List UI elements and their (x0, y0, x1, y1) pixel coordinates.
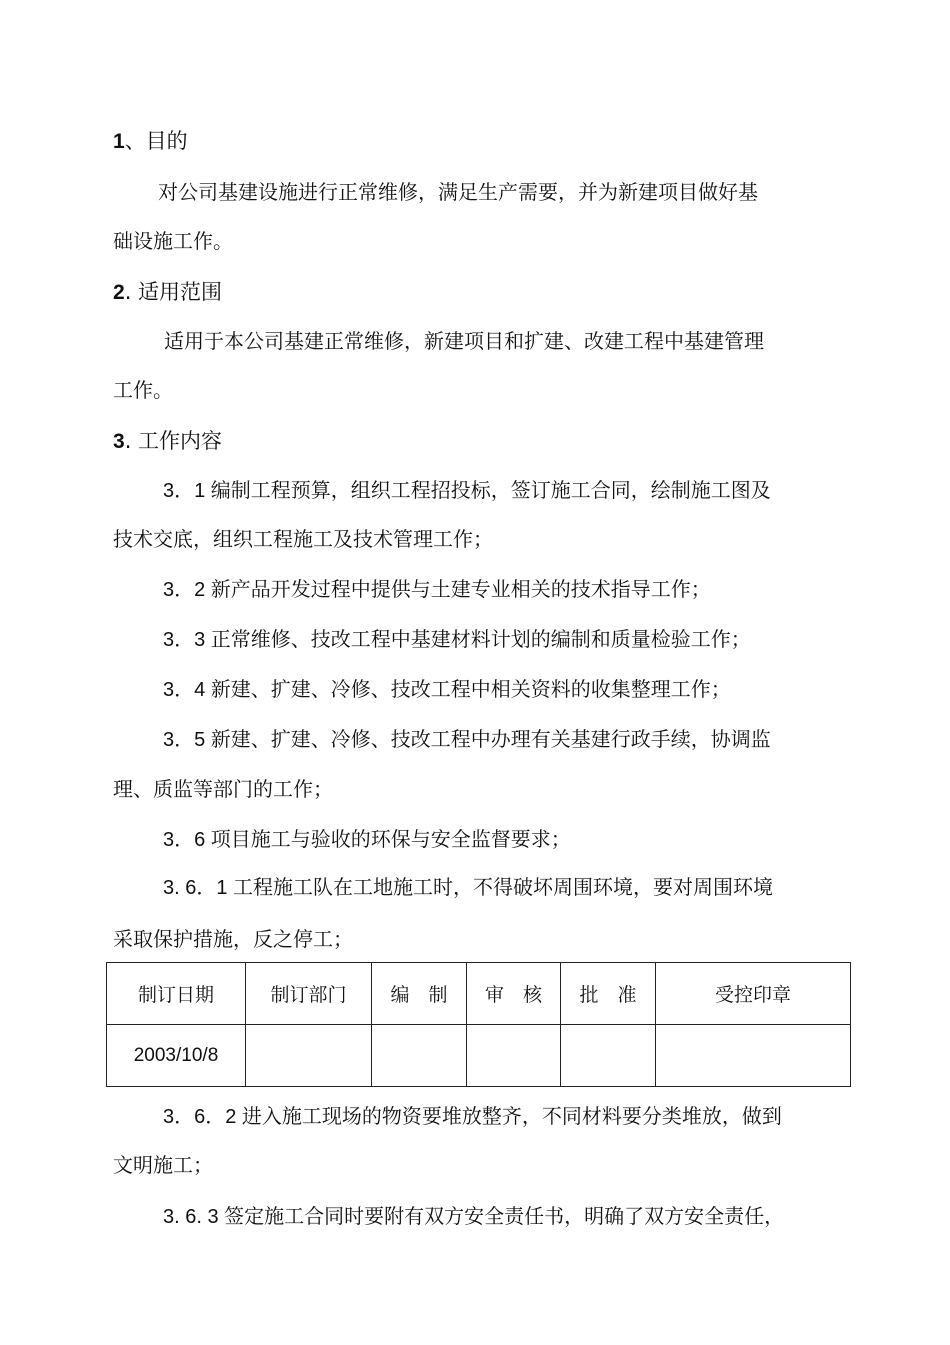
item-3-5-line-2: 理、质监等部门的工作； (113, 777, 333, 801)
item-3-5-line-1: 3．5 新建、扩建、冷修、技改工程中办理有关基建行政手续，协调监 (163, 729, 771, 751)
section-3-title: . 工作内容 (124, 429, 223, 453)
section-2-paragraph-line-2: 工作。 (113, 378, 173, 402)
value-reviewed-by (467, 1025, 561, 1087)
item-3-6-1-line-2: 采取保护措施，反之停工； (113, 927, 353, 951)
item-3-2: 3．2 新产品开发过程中提供与土建专业相关的技术指导工作； (163, 579, 711, 601)
document-control-table (106, 962, 851, 1087)
section-1-title: 、目的 (124, 129, 188, 153)
value-approved-by (561, 1025, 656, 1087)
header-revision-department: 制订部门 (246, 963, 372, 1025)
section-3-number: 3 (113, 430, 125, 453)
section-2-title: . 适用范围 (124, 280, 223, 304)
item-3-6-2-line-1: 3．6．2 进入施工现场的物资要堆放整齐，不同材料要分类堆放，做到 (163, 1106, 782, 1128)
header-revision-date: 制订日期 (107, 963, 246, 1025)
header-prepared-by: 编 制 (372, 963, 467, 1025)
section-1-number: 1 (113, 130, 125, 153)
header-reviewed-by: 审 核 (467, 963, 561, 1025)
item-3-6-2-line-2: 文明施工； (113, 1153, 213, 1177)
item-3-3: 3．3 正常维修、技改工程中基建材料计划的编制和质量检验工作； (163, 629, 751, 651)
item-3-6-3-line-1: 3. 6. 3 签定施工合同时要附有双方安全责任书，明确了双方安全责任， (163, 1206, 785, 1228)
item-3-6: 3．6 项目施工与验收的环保与安全监督要求； (163, 829, 571, 851)
item-3-6-1-line-1: 3. 6．1 工程施工队在工地施工时，不得破坏周围环境，要对周围环境 (163, 877, 774, 899)
value-prepared-by (372, 1025, 467, 1087)
control-table-header-row (107, 963, 851, 1025)
control-table-value-row (107, 1025, 851, 1087)
header-approved-by: 批 准 (561, 963, 656, 1025)
value-control-stamp (656, 1025, 851, 1087)
header-control-stamp: 受控印章 (656, 963, 851, 1025)
section-1-paragraph-line-2: 础设施工作。 (113, 229, 233, 253)
item-3-4: 3．4 新建、扩建、冷修、技改工程中相关资料的收集整理工作； (163, 679, 731, 701)
value-revision-department (246, 1025, 372, 1087)
section-2-number: 2 (113, 281, 125, 304)
section-2-paragraph-line-1: 适用于本公司基建正常维修，新建项目和扩建、改建工程中基建管理 (164, 329, 764, 353)
item-3-1-line-1: 3．1 编制工程预算，组织工程招投标，签订施工合同，绘制施工图及 (163, 480, 771, 502)
section-1-heading (113, 127, 188, 156)
item-3-1-line-2: 技术交底，组织工程施工及技术管理工作； (113, 527, 493, 551)
value-revision-date: 2003/10/8 (107, 1025, 246, 1087)
section-3-heading (113, 427, 222, 456)
section-2-heading (113, 278, 222, 307)
section-1-paragraph-line-1: 对公司基建设施进行正常维修，满足生产需要，并为新建项目做好基 (158, 180, 758, 204)
